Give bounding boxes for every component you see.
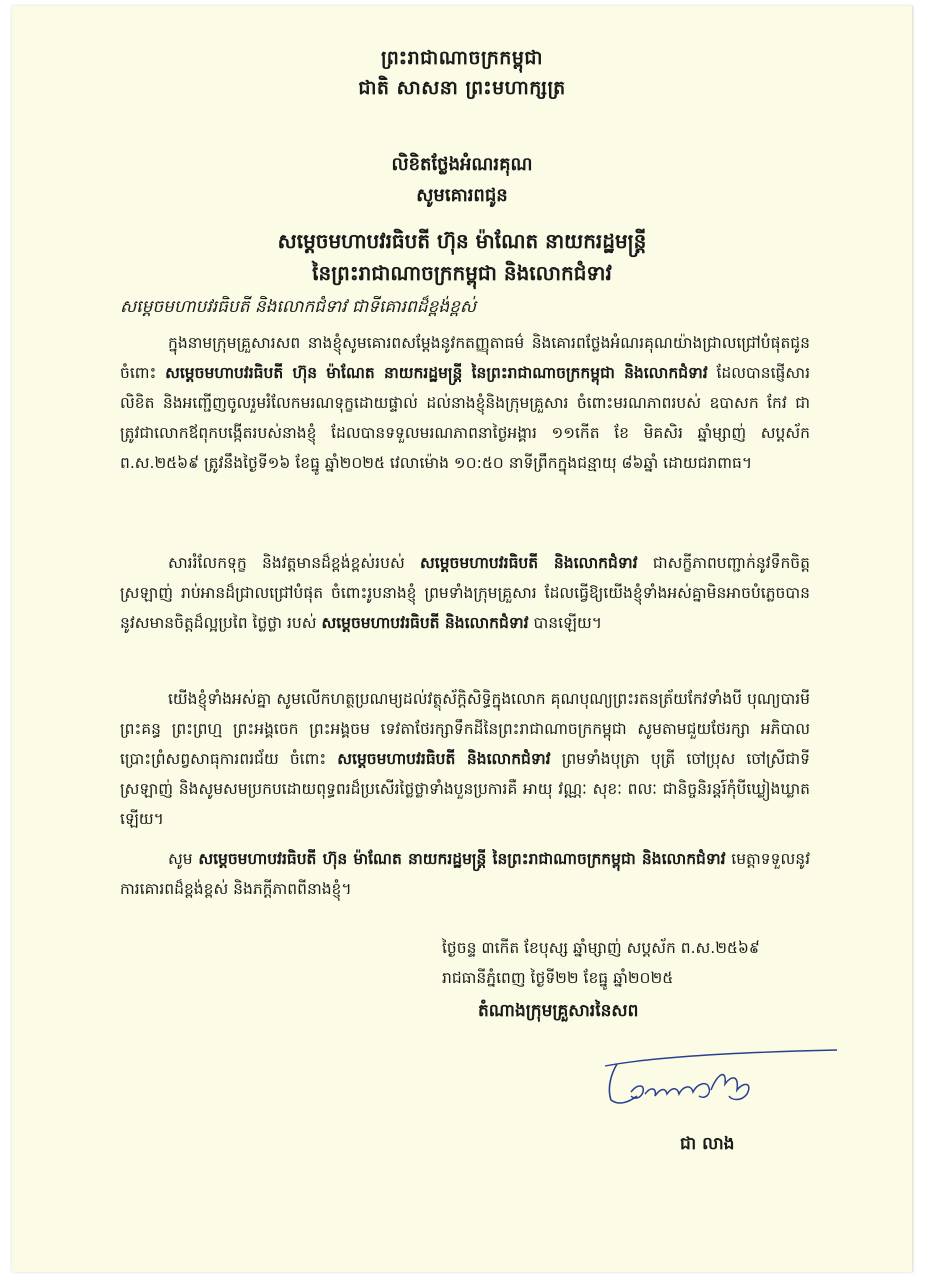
salutation: សម្តេចមហាបវរធិបតី និងលោកជំទាវ ជាទីគោរពដ៏ខ្ពង់ខ្ពស់	[120, 297, 477, 317]
paragraph-3-addressee: សម្តេចមហាបវរធិបតី និងលោកជំទាវ	[337, 749, 551, 768]
addressee-line-1: សម្តេចមហាបវរធិបតី ហ៊ុន ម៉ាណែត នាយករដ្ឋមន្ត្រី	[277, 229, 647, 253]
signer-name: ជា លាង	[680, 1134, 735, 1154]
paragraph-1-addressee: សម្តេចមហាបវរធិបតី ហ៊ុន ម៉ាណែត នាយករដ្ឋមន្ត្រី នៃព្រះរាជាណាចក្រកម្ពុជា និងលោកជំទាវ	[165, 363, 708, 382]
kingdom-heading: ព្រះរាជាណាចក្រកម្ពុជា	[381, 47, 543, 69]
paragraph-3-text-a: យើងខ្ញុំទាំងអស់គ្នា សូមលើកហត្ថប្រណម្យដល់វត្ថុស័ក្តិសិទ្ធិក្នុងលោក គុណបុណ្យព្រះរតនត្រ័យកែវទាំងបី បុណ្យបារមីព្រះគន្ធ ព្រះព្រហ្ម ព្រះអង្គចេក ព្រះអង្គចម ទេវតាថែរក្សាទឹកដីនៃព្រះរាជាណាចក្រកម្ពុជា សូមតាមជួយថែរក្សា អភិបាលប្រោះព្រំសព្វសាធុការពរជ័យ ចំពោះ	[120, 690, 810, 768]
paragraph-2-text-c: ជាសក្ខីភាពបញ្ជាក់នូវទឹកចិត្ត ស្រឡាញ់ រាប់អានដ៏ជ្រាលជ្រៅបំផុត ចំពោះរូបនាងខ្ញុំ ព្រមទាំងក្រុមគ្រួសារ ដែលធ្វើឱ្យយើងខ្ញុំទាំងអស់គ្នាមិនអាចបំភ្លេចបាន នូវសមានចិត្តដ៏ល្អប្រពៃ ថ្លៃថ្លា របស់	[120, 554, 810, 632]
respectfully-to: សូមគោរពជូន	[416, 185, 508, 206]
paragraph-1-text-c: ដែលបានផ្ញើសារលិខិត និងអញ្ជើញចូលរួមរំលែកមរណទុក្ខដោយផ្ទាល់ ដល់នាងខ្ញុំនិងក្រុមគ្រួសារ ចំពោះមរណភាពរបស់ ឧបាសក កែវ ជា ត្រូវជាលោកឪពុកបង្កើតរបស់នាងខ្ញុំ ដែលបានទទួលមរណភាពនាថ្ងៃអង្គារ ១១កើត ខែ មិគសិរ ឆ្នាំម្សាញ់ សប្តស័ក ព.ស.២៥៦៩ ត្រូវនឹងថ្ងៃទី១៦ ខែធ្នូ ឆ្នាំ២០២៥ វេលាម៉ោង ១០:៥០ នាទីព្រឹកក្នុងជន្មាយុ ៨៦ឆ្នាំ ដោយជរាពាធ។	[120, 364, 810, 472]
paragraph-3-text-c: ព្រមទាំងបុត្រា បុត្រី ចៅប្រុស ចៅស្រីជាទីស្រឡាញ់ និងសូមសមប្រកបដោយពុទ្ធពរដ៏ប្រសើរថ្លៃថ្លាទាំងបួនប្រការគឺ អាយុ វណ្ណៈ សុខៈ ពលៈ ជានិច្ចនិរន្តរ៍កុំបីឃ្លៀងឃ្លាតឡើយ។	[120, 750, 810, 828]
place-and-date: រាជធានីភ្នំពេញ ថ្ងៃទី២២ ខែធ្នូ ឆ្នាំ២០២៥	[442, 969, 674, 987]
paragraph-2-text-e: បានឡើយ។	[533, 614, 602, 632]
paragraph-4	[120, 844, 810, 904]
paragraph-1	[120, 328, 810, 478]
letter-page	[12, 6, 913, 1272]
paragraph-4-addressee: សម្តេចមហាបវរធិបតី ហ៊ុន ម៉ាណែត នាយករដ្ឋមន្ត្រី នៃព្រះរាជាណាចក្រកម្ពុជា និងលោកជំទាវ	[198, 849, 726, 868]
paragraph-3	[120, 684, 810, 834]
paragraph-1-text-a: ក្នុងនាមក្រុមគ្រួសារសព នាងខ្ញុំសូមគោរពសម្តែងនូវកតញ្ញុតាធម៌ និងគោរពថ្លែងអំណរគុណយ៉ាងជ្រាលជ្រៅបំផុតជូនចំពោះ	[120, 334, 810, 382]
paragraph-2-addressee: សម្តេចមហាបវរធិបតី និងលោកជំទាវ	[420, 553, 638, 572]
paragraph-2-text-a: សាររំលែកទុក្ខ និងវត្តមានដ៏ខ្ពង់ខ្ពស់របស់	[168, 554, 405, 572]
paragraph-4-text-c: មេត្តាទទួលនូវការគោរពដ៏ខ្ពង់ខ្ពស់ និងភក្តីភាពពីនាងខ្ញុំ។	[120, 850, 810, 898]
handwritten-signature	[597, 1029, 842, 1114]
paragraph-2-addressee-repeat: សម្តេចមហាបវរធិបតី និងលោកជំទាវ	[321, 613, 529, 632]
lunar-date: ថ្ងៃចន្ទ ៣កើត ខែបុស្ស ឆ្នាំម្សាញ់ សប្តស័ក ព.ស.២៥៦៩	[442, 939, 760, 957]
national-motto: ជាតិ សាសនា ព្រះមហាក្សត្រ	[358, 77, 566, 99]
paragraph-4-text-a: សូម	[168, 850, 193, 868]
on-behalf-of-family: តំណាងក្រុមគ្រួសារនៃសព	[478, 1001, 639, 1021]
letter-title: លិខិតថ្លែងអំណរគុណ	[391, 154, 533, 175]
addressee-line-2: នៃព្រះរាជាណាចក្រកម្ពុជា និងលោកជំទាវ	[312, 261, 612, 285]
paragraph-2	[120, 548, 810, 638]
signature-text: Leancha	[597, 1029, 665, 1048]
